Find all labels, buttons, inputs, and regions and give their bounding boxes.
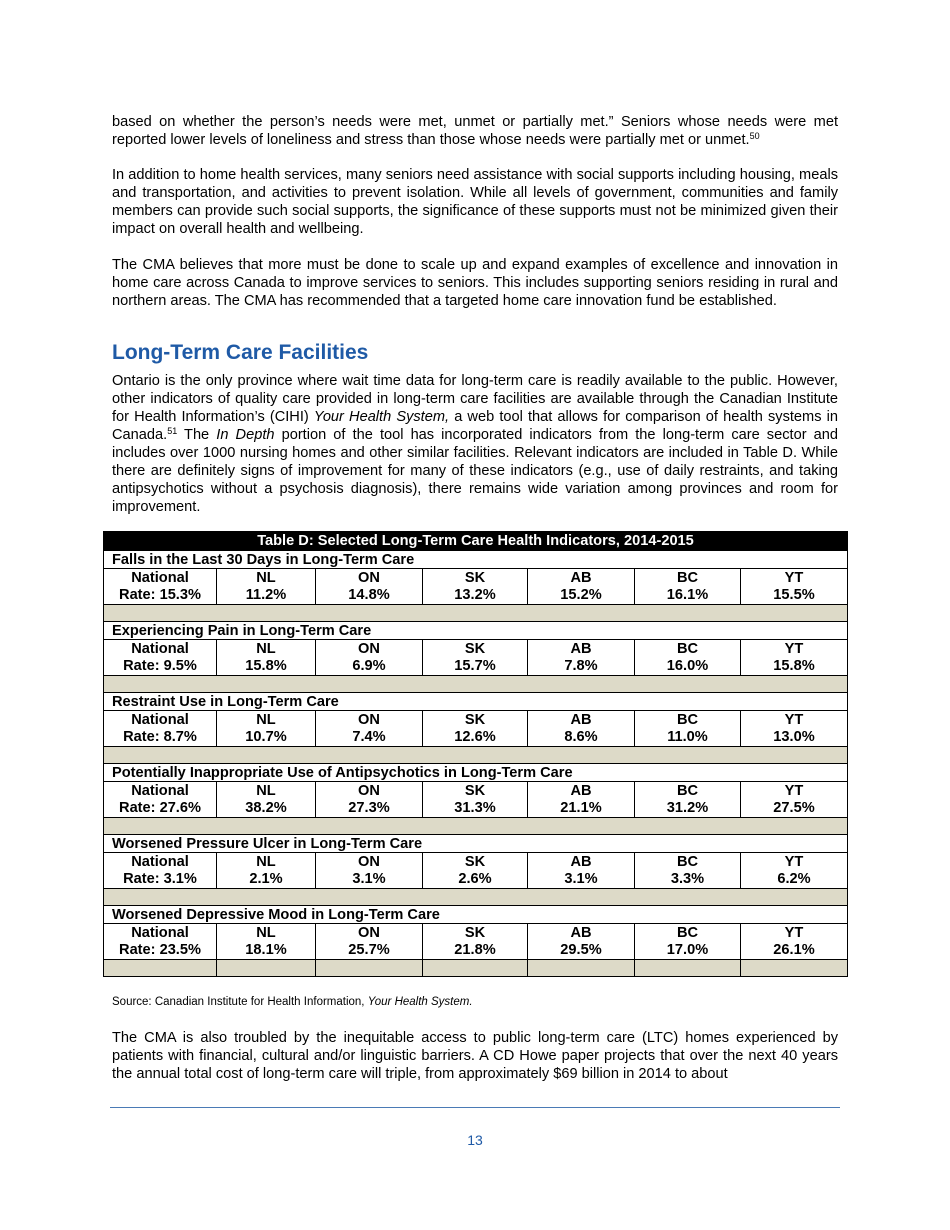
province-rate: 15.8% xyxy=(773,657,815,674)
province-rate-cell xyxy=(316,853,423,889)
province-rate: 13.2% xyxy=(454,586,496,603)
province-rate: 18.1% xyxy=(245,941,287,958)
indicator-values-row xyxy=(104,924,848,960)
province-code: YT xyxy=(784,782,804,799)
province-rate: 31.3% xyxy=(454,799,496,816)
paragraph-ontario-wait-times: Ontario is the only province where wait time data for long-term care is readily available to the public. However, other indicators of quality care provided in long-term care facilities are available through the Canadian Institute for Health Information’s (CIHI) Your Health System, a web tool that allows for comparison of health systems in Canada.$^{51}$ The In Depth portion of the tool has incorporated indicators from the long-term care sector and includes over 1000 nursing homes and other similar facilities. Relevant indicators are included in Table D. While there are definitely signs of improvement for many of these indicators (e.g., use of daily restraints, and taking antipsychotics without a psychosis diagnosis), there remains wide variation among provinces and room for improvement. xyxy=(112,373,838,515)
province-rate-cell xyxy=(635,924,741,960)
spacer-cell xyxy=(217,960,316,977)
province-code: SK xyxy=(464,640,486,657)
province-code: ON xyxy=(358,782,380,799)
province-rate-cell xyxy=(423,782,528,818)
spacer-row xyxy=(104,960,848,977)
indicator-title-row xyxy=(104,693,848,711)
province-rate-cell xyxy=(217,782,316,818)
province-code: AB xyxy=(570,782,592,799)
province-rate: 6.9% xyxy=(352,657,386,674)
province-rate-cell xyxy=(528,924,635,960)
province-code: BC xyxy=(676,569,699,586)
national-label: National xyxy=(131,569,189,586)
province-rate-cell xyxy=(217,569,316,605)
province-code: BC xyxy=(676,711,699,728)
province-code: YT xyxy=(784,853,804,870)
table-body xyxy=(104,532,848,977)
indicator-title-row xyxy=(104,764,848,782)
province-rate-cell xyxy=(635,853,741,889)
province-rate-cell xyxy=(741,569,848,605)
province-code: SK xyxy=(464,853,486,870)
province-rate-cell xyxy=(316,711,423,747)
province-code: ON xyxy=(358,711,380,728)
province-rate-cell xyxy=(528,782,635,818)
spacer-row xyxy=(104,747,848,764)
province-rate: 13.0% xyxy=(773,728,815,745)
indicator-title: Worsened Pressure Ulcer in Long-Term Care xyxy=(104,835,848,853)
province-code: ON xyxy=(358,640,380,657)
indicator-title-row xyxy=(104,906,848,924)
province-rate: 25.7% xyxy=(348,941,390,958)
province-rate-cell xyxy=(217,853,316,889)
national-rate-cell xyxy=(104,569,217,605)
spacer-cell xyxy=(423,960,528,977)
footnote-ref-51[interactable]: 51 xyxy=(167,426,178,436)
province-code: NL xyxy=(256,711,276,728)
province-rate: 10.7% xyxy=(245,728,287,745)
province-rate: 29.5% xyxy=(560,941,602,958)
section-heading-long-term-care: Long-Term Care Facilities xyxy=(112,341,369,364)
national-rate-cell xyxy=(104,782,217,818)
province-code: SK xyxy=(464,711,486,728)
indicator-values-row xyxy=(104,782,848,818)
spacer-cell xyxy=(104,818,848,835)
indicator-values-row xyxy=(104,711,848,747)
province-code: AB xyxy=(570,569,592,586)
footnote-ref-50[interactable]: 50 xyxy=(749,131,760,141)
province-rate-cell xyxy=(741,782,848,818)
province-rate: 3.1% xyxy=(352,870,386,887)
province-code: BC xyxy=(676,782,699,799)
spacer-cell xyxy=(635,960,741,977)
province-rate: 3.3% xyxy=(670,870,705,887)
province-rate-cell xyxy=(423,853,528,889)
paragraph-needs-met: based on whether the person’s needs were met, unmet or partially met.” Seniors whose needs were met reported lower levels of loneliness and stress than those whose needs were partially met or unmet.$^{50}$ xyxy=(112,114,838,148)
province-rate: 8.6% xyxy=(564,728,598,745)
national-rate-cell xyxy=(104,640,217,676)
national-label: National xyxy=(131,711,189,728)
spacer-row xyxy=(104,605,848,622)
province-rate-cell xyxy=(635,782,741,818)
province-code: ON xyxy=(358,924,380,941)
spacer-cell xyxy=(528,960,635,977)
province-code: NL xyxy=(256,853,276,870)
indicator-title: Restraint Use in Long-Term Care xyxy=(104,693,848,711)
table-d-ltc-indicators xyxy=(103,531,848,977)
indicator-title-row xyxy=(104,835,848,853)
paragraph-social-supports: In addition to home health services, many seniors need assistance with social supports including housing, meals and transportation, and activities to prevent isolation. While all levels of government, communities and family members can provide such social supports, the significance of these supports must not be minimized given their impact on overall health and wellbeing. xyxy=(112,167,838,237)
province-rate: 27.3% xyxy=(348,799,390,816)
indicator-title: Potentially Inappropriate Use of Antipsychotics in Long-Term Care xyxy=(104,764,848,782)
province-rate-cell xyxy=(635,711,741,747)
province-rate: 15.8% xyxy=(245,657,287,674)
province-code: BC xyxy=(676,924,699,941)
indicator-title-row xyxy=(104,551,848,569)
province-code: AB xyxy=(570,711,592,728)
province-code: BC xyxy=(676,640,699,657)
province-rate-cell xyxy=(316,924,423,960)
footer-rule xyxy=(110,1107,840,1108)
province-rate-cell xyxy=(635,640,741,676)
spacer-cell xyxy=(104,605,848,622)
province-rate: 3.1% xyxy=(564,870,598,887)
province-rate: 15.2% xyxy=(560,586,602,603)
national-rate-cell xyxy=(104,853,217,889)
province-rate: 11.0% xyxy=(667,728,708,745)
province-code: AB xyxy=(570,640,592,657)
province-code: AB xyxy=(570,924,592,941)
national-rate: Rate: 27.6% xyxy=(119,799,201,816)
province-rate-cell xyxy=(423,711,528,747)
spacer-cell xyxy=(316,960,423,977)
national-rate-cell xyxy=(104,711,217,747)
province-code: NL xyxy=(256,924,276,941)
national-rate: Rate: 3.1% xyxy=(123,870,197,887)
spacer-cell xyxy=(104,960,217,977)
province-rate: 38.2% xyxy=(245,799,287,816)
province-rate-cell xyxy=(528,853,635,889)
province-code: NL xyxy=(256,640,276,657)
province-rate: 16.0% xyxy=(666,657,709,674)
province-rate: 15.7% xyxy=(454,657,496,674)
province-rate: 11.2% xyxy=(245,586,287,603)
province-rate-cell xyxy=(423,924,528,960)
province-rate-cell xyxy=(528,569,635,605)
province-rate-cell xyxy=(741,640,848,676)
province-code: YT xyxy=(784,924,804,941)
province-rate: 31.2% xyxy=(666,799,709,816)
province-code: SK xyxy=(464,924,486,941)
province-rate-cell xyxy=(741,711,848,747)
national-label: National xyxy=(131,853,189,870)
province-code: SK xyxy=(464,569,486,586)
province-code: ON xyxy=(358,853,380,870)
province-rate-cell xyxy=(741,853,848,889)
province-rate-cell xyxy=(528,640,635,676)
indicator-title: Falls in the Last 30 Days in Long-Term Care xyxy=(104,551,848,569)
province-rate: 2.1% xyxy=(249,870,283,887)
province-rate-cell xyxy=(217,924,316,960)
table-caption: Table D: Selected Long-Term Care Health Indicators, 2014-2015 xyxy=(104,532,848,551)
national-rate-cell xyxy=(104,924,217,960)
spacer-cell xyxy=(104,676,848,693)
province-rate-cell xyxy=(635,569,741,605)
indicator-values-row xyxy=(104,853,848,889)
province-rate-cell xyxy=(316,782,423,818)
province-code: BC xyxy=(676,853,699,870)
province-rate-cell xyxy=(423,640,528,676)
national-rate: Rate: 9.5% xyxy=(123,657,197,674)
table-source-note: Source: Canadian Institute for Health Information, Your Health System. xyxy=(112,996,473,1008)
province-rate-cell xyxy=(423,569,528,605)
province-rate: 7.8% xyxy=(564,657,598,674)
province-rate: 17.0% xyxy=(666,941,709,958)
spacer-row xyxy=(104,818,848,835)
province-rate-cell xyxy=(528,711,635,747)
indicator-title: Experiencing Pain in Long-Term Care xyxy=(104,622,848,640)
province-code: NL xyxy=(256,569,276,586)
province-rate: 21.8% xyxy=(454,941,496,958)
spacer-cell xyxy=(741,960,848,977)
indicator-title: Worsened Depressive Mood in Long-Term Care xyxy=(104,906,848,924)
province-code: AB xyxy=(570,853,592,870)
province-rate-cell xyxy=(741,924,848,960)
province-rate-cell xyxy=(217,640,316,676)
spacer-row xyxy=(104,889,848,906)
province-rate-cell xyxy=(316,569,423,605)
province-code: YT xyxy=(784,640,804,657)
province-code: NL xyxy=(256,782,276,799)
province-rate-cell xyxy=(217,711,316,747)
national-label: National xyxy=(131,924,189,941)
province-rate: 12.6% xyxy=(454,728,496,745)
province-code: ON xyxy=(358,569,380,586)
province-code: SK xyxy=(464,782,486,799)
national-label: National xyxy=(131,782,189,799)
province-rate: 2.6% xyxy=(458,870,492,887)
national-label: National xyxy=(131,640,189,657)
national-rate: Rate: 15.3% xyxy=(119,586,201,603)
province-code: YT xyxy=(784,711,804,728)
paragraph-cma-believes: The CMA believes that more must be done to scale up and expand examples of excellence and innovation in home care across Canada to improve services to seniors. This includes supporting seniors residing in rural and northern areas. The CMA has recommended that a targeted home care innovation fund be established. xyxy=(112,257,838,309)
national-rate: Rate: 8.7% xyxy=(123,728,197,745)
page-number: 13 xyxy=(467,1132,483,1148)
province-rate: 7.4% xyxy=(352,728,386,745)
province-rate: 6.2% xyxy=(777,870,811,887)
spacer-cell xyxy=(104,747,848,764)
province-rate: 15.5% xyxy=(773,586,815,603)
province-rate: 26.1% xyxy=(773,941,815,958)
province-rate: 27.5% xyxy=(773,799,815,816)
spacer-cell xyxy=(104,889,848,906)
indicator-title-row xyxy=(104,622,848,640)
province-rate: 14.8% xyxy=(348,586,390,603)
province-rate: 16.1% xyxy=(666,586,709,603)
indicator-values-row xyxy=(104,640,848,676)
province-code: YT xyxy=(784,569,804,586)
national-rate: Rate: 23.5% xyxy=(119,941,201,958)
paragraph-ltc-access: The CMA is also troubled by the inequitable access to public long-term care (LTC) homes experienced by patients with financial, cultural and/or linguistic barriers. A CD Howe paper projects that over the next 40 years the annual total cost of long-term care will triple, from approximately $69 billion in 2014 to about xyxy=(112,1030,838,1082)
indicator-values-row xyxy=(104,569,848,605)
province-rate-cell xyxy=(316,640,423,676)
province-rate: 21.1% xyxy=(560,799,602,816)
spacer-row xyxy=(104,676,848,693)
